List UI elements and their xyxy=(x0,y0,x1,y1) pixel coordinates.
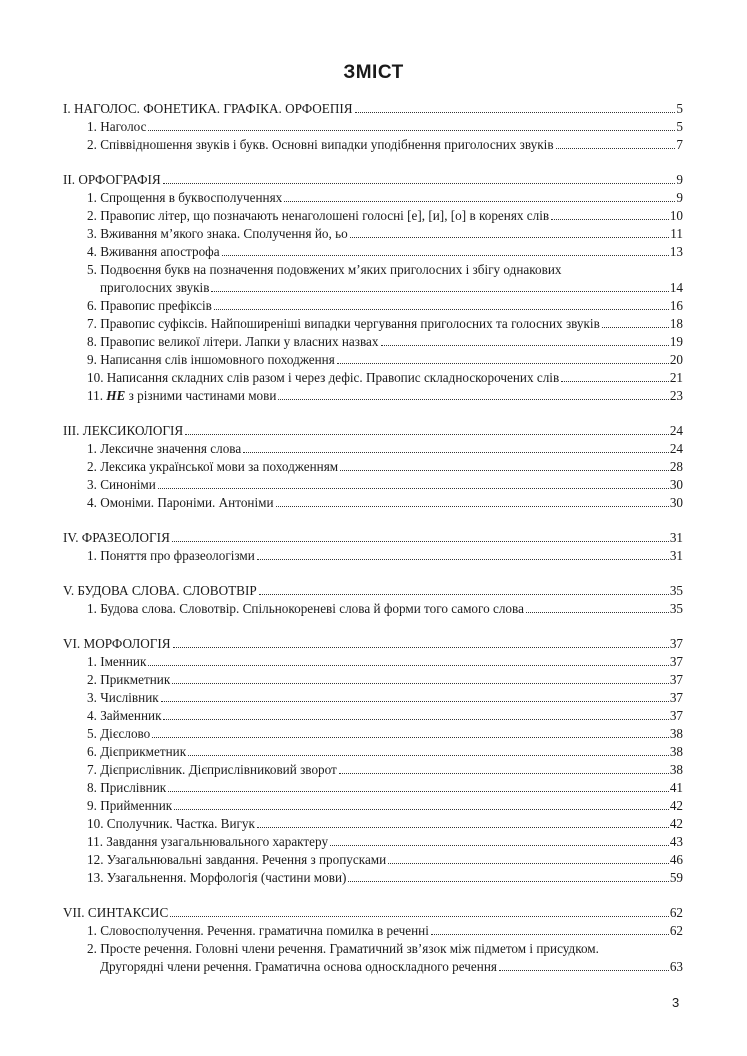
toc-page-number: 46 xyxy=(669,852,683,867)
leader-dots xyxy=(168,791,669,792)
leader-dots xyxy=(350,237,670,238)
leader-dots xyxy=(173,647,669,648)
toc-page-number: 31 xyxy=(669,530,683,545)
toc-page-number: 62 xyxy=(669,923,683,938)
toc-heading-label: VI. МОРФОЛОГІЯ xyxy=(63,636,171,651)
toc-page-number: 7 xyxy=(676,137,683,152)
toc-item-number: 11. xyxy=(87,388,107,403)
toc-item[interactable] xyxy=(63,387,683,405)
toc-item[interactable] xyxy=(63,440,683,458)
toc-page-number: 43 xyxy=(669,834,683,849)
toc-item-label: 10. Написання складних слів разом і через дефіс. Правопис складноскорочених слів xyxy=(87,370,560,385)
toc-page-number: 9 xyxy=(676,190,683,205)
toc-item-label: 6. Правопис префіксів xyxy=(87,298,212,313)
toc-item[interactable] xyxy=(63,476,683,494)
toc-section-phraseology xyxy=(63,529,683,565)
leader-dots xyxy=(355,112,676,113)
toc-item[interactable] xyxy=(63,243,683,261)
toc-item[interactable] xyxy=(63,207,683,225)
toc-heading[interactable] xyxy=(63,171,683,189)
toc-page-number: 30 xyxy=(669,495,683,510)
toc-item-label: 3. Синоніми xyxy=(87,477,156,492)
toc-item[interactable] xyxy=(63,653,683,671)
leader-dots xyxy=(243,452,669,453)
toc-page-number: 19 xyxy=(669,334,683,349)
toc-heading-label: V. БУДОВА СЛОВА. СЛОВОТВІР xyxy=(63,583,257,598)
toc-item[interactable] xyxy=(63,297,683,315)
toc-item-label: 2. Лексика української мови за походженням xyxy=(87,459,339,474)
leader-dots xyxy=(170,916,669,917)
toc-item-label xyxy=(87,387,276,405)
leader-dots xyxy=(276,506,669,507)
toc-item[interactable] xyxy=(63,369,683,387)
toc-item[interactable] xyxy=(63,922,683,940)
toc-item[interactable] xyxy=(63,494,683,512)
leader-dots xyxy=(172,541,669,542)
toc-item[interactable] xyxy=(63,315,683,333)
toc-item-label: 12. Узагальнювальні завдання. Речення з пропусками xyxy=(87,852,387,867)
toc-item-label: 10. Сполучник. Частка. Вигук xyxy=(87,816,255,831)
toc-page-number: 24 xyxy=(669,423,683,438)
leader-dots xyxy=(284,201,675,202)
toc-item-label: 9. Прийменник xyxy=(87,798,173,813)
toc-page-number: 41 xyxy=(669,780,683,795)
toc-heading-label: ІV. ФРАЗЕОЛОГІЯ xyxy=(63,530,170,545)
toc-item[interactable] xyxy=(63,761,683,779)
toc-item-label: 3. Числівник xyxy=(87,690,159,705)
toc-page-number: 9 xyxy=(676,172,683,187)
toc-heading[interactable] xyxy=(63,635,683,653)
leader-dots xyxy=(257,827,669,828)
toc-item-label: 1. Спрощення в буквосполученнях xyxy=(87,190,283,205)
toc-heading[interactable] xyxy=(63,422,683,440)
toc-heading-label: ІІ. ОРФОГРАФІЯ xyxy=(63,172,161,187)
toc-item-label: 1. Словосполучення. Речення. граматична помилка в реченні xyxy=(87,923,429,938)
toc-heading[interactable] xyxy=(63,904,683,922)
leader-dots xyxy=(278,399,668,400)
toc-item-label: 6. Дієприкметник xyxy=(87,744,187,759)
toc-item-label: 7. Правопис суфіксів. Найпоширеніші випадки чергування приголосних та голосних звуків xyxy=(87,316,600,331)
toc-item-label: 1. Будова слова. Словотвір. Спільнокореневі слова й форми того самого слова xyxy=(87,601,524,616)
toc-page-number: 20 xyxy=(669,352,683,367)
toc-page-number: 42 xyxy=(669,798,683,813)
toc-heading[interactable] xyxy=(63,529,683,547)
toc-item[interactable] xyxy=(63,815,683,833)
leader-dots xyxy=(431,934,669,935)
toc-item-label-continued: Другорядні члени речення. Граматична основа односкладного речення xyxy=(100,959,497,974)
toc-page-number: 37 xyxy=(669,708,683,723)
leader-dots xyxy=(340,470,669,471)
toc-item[interactable] xyxy=(63,333,683,351)
toc-item[interactable] xyxy=(63,136,683,154)
toc-page-number: 38 xyxy=(669,762,683,777)
toc-page-number: 63 xyxy=(669,959,683,974)
toc-item[interactable] xyxy=(63,869,683,887)
toc-section-morphology xyxy=(63,635,683,887)
leader-dots xyxy=(259,594,669,595)
leader-dots xyxy=(551,219,669,220)
toc-item-label: 9. Написання слів іншомовного походження xyxy=(87,352,335,367)
toc-item[interactable] xyxy=(63,779,683,797)
toc-item[interactable] xyxy=(63,547,683,565)
toc-item[interactable] xyxy=(63,743,683,761)
leader-dots xyxy=(337,363,669,364)
toc-page-number: 10 xyxy=(669,208,683,223)
toc-page-number: 31 xyxy=(669,548,683,563)
toc-heading-label: ІІІ. ЛЕКСИКОЛОГІЯ xyxy=(63,423,184,438)
toc-item-label: 4. Вживання апострофа xyxy=(87,244,220,259)
toc-item-label: 11. Завдання узагальнювального характеру xyxy=(87,834,329,849)
ne-particle: НЕ xyxy=(106,388,126,403)
toc-item-continuation xyxy=(87,958,683,976)
toc-item-label: 1. Лексичне значення слова xyxy=(87,441,242,456)
toc-page-number: 35 xyxy=(669,583,683,598)
toc-page-number: 38 xyxy=(669,744,683,759)
toc-page-number: 21 xyxy=(669,370,683,385)
leader-dots xyxy=(388,863,669,864)
leader-dots xyxy=(257,559,669,560)
toc-page-number: 28 xyxy=(669,459,683,474)
toc-page-number: 30 xyxy=(669,477,683,492)
leader-dots xyxy=(148,665,668,666)
toc-item[interactable] xyxy=(63,118,683,136)
toc-page-number: 35 xyxy=(669,601,683,616)
toc-page-number: 37 xyxy=(669,636,683,651)
toc-item-label: 7. Дієприслівник. Дієприслівниковий зворот xyxy=(87,762,337,777)
toc-page-number: 37 xyxy=(669,690,683,705)
toc-heading-label: І. НАГОЛОС. ФОНЕТИКА. ГРАФІКА. ОРФОЕПІЯ xyxy=(63,101,353,116)
toc-section-phonetics xyxy=(63,100,683,154)
leader-dots xyxy=(148,130,675,131)
toc-item-label: 1. Наголос xyxy=(87,119,147,134)
leader-dots xyxy=(163,719,668,720)
page-title: ЗМІСТ xyxy=(343,62,404,83)
leader-dots xyxy=(211,291,668,292)
toc-item[interactable] xyxy=(63,725,683,743)
toc-section-lexicology xyxy=(63,422,683,512)
toc-item-label: 2. Правопис літер, що позначають ненаголошені голосні [е], [и], [о] в коренях слів xyxy=(87,208,550,223)
leader-dots xyxy=(185,434,669,435)
toc-item-label-continued: приголосних звуків xyxy=(100,280,210,295)
toc-item[interactable] xyxy=(63,189,683,207)
leader-dots xyxy=(174,809,669,810)
toc-heading[interactable] xyxy=(63,582,683,600)
leader-dots xyxy=(172,683,669,684)
toc-item[interactable] xyxy=(63,351,683,369)
leader-dots xyxy=(330,845,669,846)
toc-section-orthography xyxy=(63,171,683,405)
toc-item-label: 8. Прислівник xyxy=(87,780,167,795)
toc-item-label: 8. Правопис великої літери. Лапки у власних назвах xyxy=(87,334,379,349)
leader-dots xyxy=(158,488,669,489)
toc-page-number: 5 xyxy=(676,119,683,134)
leader-dots xyxy=(339,773,669,774)
toc-item-label: 4. Омоніми. Пароніми. Антоніми xyxy=(87,495,274,510)
toc-page-number: 38 xyxy=(669,726,683,741)
toc-item-label: 3. Вживання м’якого знака. Сполучення йо, ьо xyxy=(87,226,348,241)
toc-item[interactable] xyxy=(63,225,683,243)
toc-page-number: 14 xyxy=(669,280,683,295)
leader-dots xyxy=(152,737,669,738)
toc-page-number: 37 xyxy=(669,672,683,687)
toc-page-number: 23 xyxy=(669,388,683,403)
leader-dots xyxy=(381,345,669,346)
toc-page-number: 5 xyxy=(676,101,683,116)
toc-item[interactable] xyxy=(63,671,683,689)
table-of-contents xyxy=(63,100,683,993)
toc-page-number: 24 xyxy=(669,441,683,456)
toc-item-label: 2. Співвідношення звуків і букв. Основні випадки уподібнення приголосних звуків xyxy=(87,137,554,152)
leader-dots xyxy=(526,612,669,613)
leader-dots xyxy=(188,755,669,756)
toc-heading-label: VII. СИНТАКСИС xyxy=(63,905,169,920)
toc-page-number: 59 xyxy=(669,870,683,885)
toc-page-number: 37 xyxy=(669,654,683,669)
toc-page-number: 62 xyxy=(669,905,683,920)
toc-item-label: 2. Просте речення. Головні члени речення. Граматичний зв’язок між підметом і присудком. xyxy=(87,941,599,956)
leader-dots xyxy=(222,255,669,256)
toc-item-label: 13. Узагальнення. Морфологія (частини мови) xyxy=(87,870,347,885)
toc-item-label: 5. Дієслово xyxy=(87,726,151,741)
toc-heading[interactable] xyxy=(63,100,683,118)
toc-item-label: 2. Прикметник xyxy=(87,672,171,687)
leader-dots xyxy=(561,381,669,382)
toc-item-continuation xyxy=(87,279,683,297)
leader-dots xyxy=(161,701,669,702)
leader-dots xyxy=(556,148,676,149)
toc-page-number: 16 xyxy=(669,298,683,313)
page-number: 3 xyxy=(672,995,680,1010)
toc-item[interactable] xyxy=(63,261,683,297)
toc-page-number: 11 xyxy=(670,226,683,241)
toc-item[interactable] xyxy=(63,458,683,476)
leader-dots xyxy=(214,309,669,310)
toc-page-number: 42 xyxy=(669,816,683,831)
toc-item[interactable] xyxy=(63,689,683,707)
toc-item-label: 1. Іменник xyxy=(87,654,147,669)
toc-item[interactable] xyxy=(63,797,683,815)
toc-item[interactable] xyxy=(63,600,683,618)
toc-page-number: 13 xyxy=(669,244,683,259)
toc-item-label: 1. Поняття про фразеологізми xyxy=(87,548,255,563)
leader-dots xyxy=(348,881,668,882)
toc-section-word-formation xyxy=(63,582,683,618)
leader-dots xyxy=(163,183,676,184)
toc-item-label: 5. Подвоєння букв на позначення подовжених м’яких приголосних і збігу однакових xyxy=(87,262,562,277)
toc-page-number: 18 xyxy=(669,316,683,331)
toc-section-syntax xyxy=(63,904,683,976)
leader-dots xyxy=(602,327,669,328)
toc-item[interactable] xyxy=(63,851,683,869)
toc-item-label-rest: з різними частинами мови xyxy=(125,388,277,403)
toc-item[interactable] xyxy=(63,833,683,851)
toc-item[interactable] xyxy=(63,940,683,976)
toc-item-label: 4. Займенник xyxy=(87,708,162,723)
leader-dots xyxy=(499,970,669,971)
toc-item[interactable] xyxy=(63,707,683,725)
